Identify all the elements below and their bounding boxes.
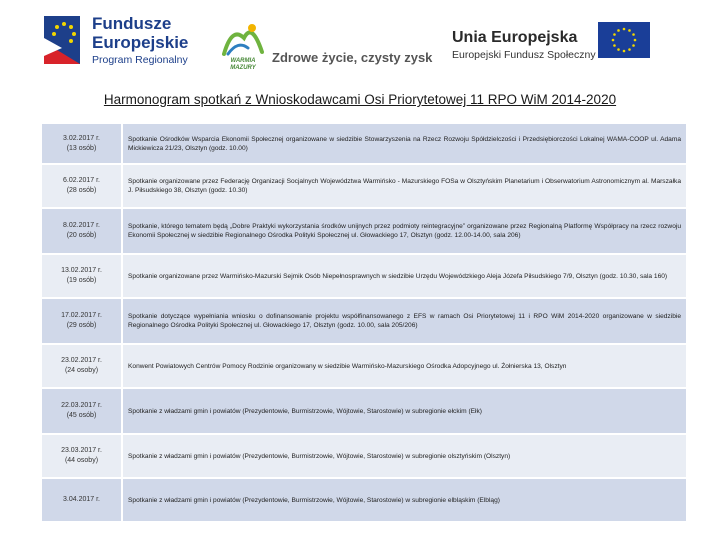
meeting-date: 3.04.2017 r.: [63, 496, 100, 503]
date-cell: [41, 123, 122, 164]
meeting-description: Spotkanie, którego tematem będą „Dobre Praktyki wykorzystania środków unijnych przez podmioty reintegracyjne” organizowane przez Regionalną Platformę Współpracy na rzecz rozwoju Ekonomii Społecznej w siedzibie Regionalnego Ośrodka Polityki Społecznej ul. Głowackiego 17, Olsztyn (godz. 12.00-14.00, sala 206): [122, 208, 687, 254]
table-row: [41, 208, 687, 254]
table-row: [41, 434, 687, 478]
meeting-description: Spotkanie organizowane przez Federację Organizacji Socjalnych Województwa Warmińsko - Mazurskiego FOSa w Olsztyńskim Planetarium i Obserwatorium Astronomicznym al. Marszałka J. Piłsudskiego 38, Olsztyn (godz. 10.30): [122, 164, 687, 208]
date-cell: [41, 344, 122, 388]
eu-star-icon: [632, 44, 635, 47]
eu-star-icon: [623, 28, 626, 31]
eu-star-icon: [617, 48, 620, 51]
fe-logo-line2: Europejskie: [92, 33, 189, 52]
wm-logo-line2: MAZURY: [230, 65, 256, 71]
wm-logo-line1: WARMIA: [230, 58, 256, 64]
attendee-count: (20 osób): [66, 232, 97, 239]
date-cell: [41, 208, 122, 254]
warmia-mazury-logo: [218, 18, 268, 74]
meeting-description: Konwent Powiatowych Centrów Pomocy Rodzinie organizowany w siedzibie Warmińsko-Mazurskiego Ośrodka Adopcyjnego ul. Żołnierska 13, Olsztyn: [122, 344, 687, 388]
attendee-count: (44 osoby): [64, 457, 99, 464]
date-cell: [41, 434, 122, 478]
meeting-date: 6.02.2017 r.: [63, 177, 100, 184]
table-row: [41, 478, 687, 522]
meeting-date: 17.02.2017 r.: [61, 312, 102, 319]
fundusze-europejskie-logo: [40, 12, 200, 72]
meeting-description: Spotkanie z władzami gmin i powiatów (Prezydentowie, Burmistrzowie, Wójtowie, Starostowie) w subregionie olsztyńskim (Olsztyn): [122, 434, 687, 478]
meeting-date: 22.03.2017 r.: [61, 402, 102, 409]
meeting-date: 13.02.2017 r.: [61, 267, 102, 274]
date-cell: [41, 298, 122, 344]
meeting-description: Spotkanie z władzami gmin i powiatów (Prezydentowie, Burmistrzowie, Wójtowie, Starostowie) w subregionie ełckim (Ełk): [122, 388, 687, 434]
meeting-description: Spotkanie z władzami gmin i powiatów (Prezydentowie, Burmistrzowie, Wójtowie, Starostowie) w subregionie elbląskim (Elbląg): [122, 478, 687, 522]
attendee-count: (28 osób): [66, 187, 97, 194]
attendee-count: (29 osób): [66, 322, 97, 329]
eu-star-icon: [623, 50, 626, 53]
header: [0, 0, 720, 80]
eu-star-icon: [613, 44, 616, 47]
eu-star-icon: [612, 39, 615, 42]
eu-star-icon: [632, 33, 635, 36]
eu-star-icon: [628, 29, 631, 32]
date-cell: [41, 164, 122, 208]
warmia-mazury-emblem-icon: [218, 18, 268, 58]
eu-star-icon: [628, 48, 631, 51]
table-row: [41, 344, 687, 388]
attendee-count: (24 osoby): [64, 367, 99, 374]
date-cell: [41, 478, 122, 522]
eu-star-icon: [613, 33, 616, 36]
fe-logo-line1: Fundusze: [92, 14, 172, 33]
eu-star-icon: [617, 29, 620, 32]
page-title: Harmonogram spotkań z Wnioskodawcami Osi Priorytetowej 11 RPO WiM 2014-2020: [103, 92, 617, 107]
meeting-date: 23.02.2017 r.: [61, 357, 102, 364]
eu-star-icon: [634, 39, 637, 42]
meeting-date: 23.03.2017 r.: [61, 447, 102, 454]
table-row: [41, 254, 687, 298]
attendee-count: (13 osób): [66, 144, 97, 152]
attendee-count: (19 osób): [66, 277, 97, 284]
eu-flag-icon: [598, 22, 650, 58]
table-row: [41, 164, 687, 208]
meeting-description: Spotkanie dotyczące wypełniania wniosku o dofinansowanie projektu współfinansowanego z EFS w ramach Osi Priorytetowej 11 i RPO WiM 2014-2020 organizowane w siedzibie Regionalnego Ośrodka Polityki Społecznej ul. Głowackiego 17, Olsztyn (godz. 10.00, sala 205/206): [122, 298, 687, 344]
fe-logo-line3: Program Regionalny: [92, 54, 188, 66]
fe-flag-icon: [40, 12, 86, 68]
table-row: [41, 123, 687, 164]
ue-logo-line2: Europejski Fundusz Społeczny: [452, 49, 596, 61]
date-cell: [41, 388, 122, 434]
table-row: [41, 298, 687, 344]
attendee-count: (45 osób): [66, 412, 97, 419]
table-row: [41, 388, 687, 434]
date-cell: [41, 254, 122, 298]
motto-text: Zdrowe życie, czysty zysk: [272, 50, 433, 65]
unia-europejska-text: [452, 28, 596, 62]
schedule-table: [40, 122, 688, 523]
meeting-date: 3.02.2017 r.: [63, 134, 100, 142]
meeting-description: Spotkanie organizowane przez Warmińsko-Mazurski Sejmik Osób Niepełnosprawnych w siedzibie Urzędu Wojewódzkiego Aleja Józefa Piłsudskiego 7/9, Olsztyn (godz. 10.30, sala 160): [122, 254, 687, 298]
meeting-description: Spotkanie Ośrodków Wsparcia Ekonomii Społecznej organizowane w siedzibie Stowarzyszenia na Rzecz Rozwoju Spółdzielczości i Przedsiębiorczości Lokalnej WAMA-COOP ul. Adama Mickiewicza 21/23, Olsztyn (godz. 10.00): [122, 123, 687, 164]
meeting-date: 8.02.2017 r.: [63, 222, 100, 229]
ue-logo-line1: Unia Europejska: [452, 29, 578, 46]
